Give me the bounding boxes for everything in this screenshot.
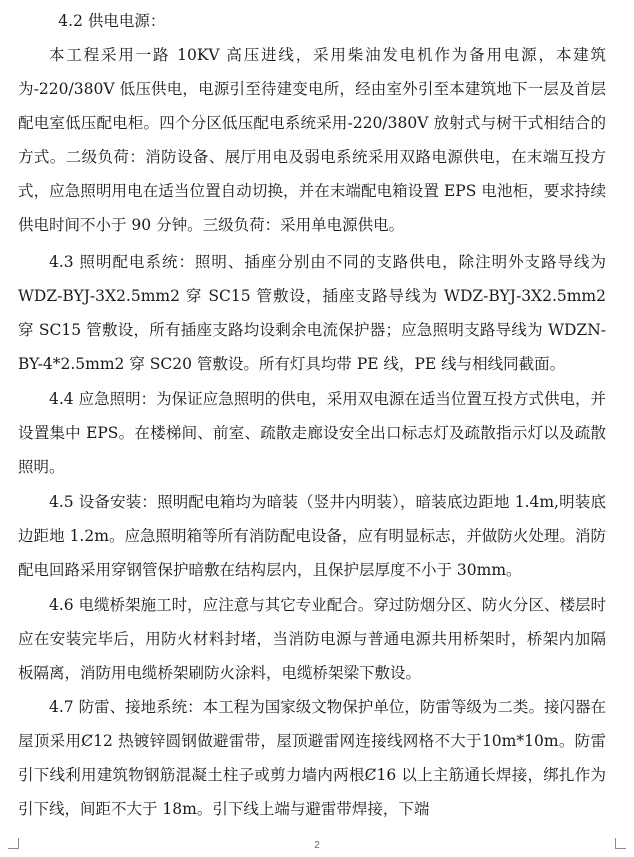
section-4-7-paragraph: 4.7 防雷、接地系统：本工程为国家级文物保护单位，防雷等级为二类。接闪器在屋顶采用Ȼ12 热镀锌圆钢做避雷带，屋顶避雷网连接线网格不大于10m*10m。防雷引下线利用建筑物钢筋混凝土柱子或剪力墙内两根Ȼ16 以上主筋通长焊接，绑扎作为引下线，间距不大于 18m。引下线上端与避雷带焊接，下端: [18, 698, 606, 818]
section-4-5-paragraph: 4.5 设备安装：照明配电箱均为暗装（竖井内明装），暗装底边距地 1.4m,明装底边距地 1.2m。应急照明箱等所有消防配电设备，应有明显标志，并做防火处理。消防配电回路采用穿钢管保护暗敷在结构层内，且保护层厚度不小于 30mm。: [18, 493, 606, 579]
section-4-2-body: 本工程采用一路 10KV 高压进线，采用柴油发电机作为备用电源，本建筑为-220/380V 低压供电，电源引至待建变电所，经由室外引至本建筑地下一层及首层配电室低压配电柜。四个分区低压配电系统采用-220/380V 放射式与树干式相结合的方式。二级负荷：消防设备、展厅用电及弱电系统采用双路电源供电，在末端互投方式，应急照明用电在适当位置自动切换，并在末端配电箱设置 EPS 电池柜，要求持续供电时间不小于 90 分钟。三级负荷：采用单电源供电。: [18, 46, 606, 234]
section-4-2-heading: 4.2 供电电源：: [58, 12, 166, 30]
section-4-3-paragraph: 4.3 照明配电系统：照明、插座分别由不同的支路供电，除注明外支路导线为 WDZ-BYJ-3X2.5mm2 穿 SC15 管敷设，插座支路导线为 WDZ-BYJ-3X2.5mm2 穿 SC15 管敷设，所有插座支路均设剩余电流保护器；应急照明支路导线为 WDZN-BY-4*2.5mm2 穿 SC20 管敷设。所有灯具均带 PE 线，PE 线与相线同截面。: [18, 253, 606, 373]
page-number: 2: [314, 840, 320, 851]
section-4-6-paragraph: 4.6 电缆桥架施工时，应注意与其它专业配合。穿过防烟分区、防火分区、楼层时应在安装完毕后，用防火材料封堵，当消防电源与普通电源共用桥架时，桥架内加隔板隔离，消防用电缆桥架刷防火涂料，电缆桥架梁下敷设。: [18, 596, 606, 682]
section-4-4-paragraph: 4.4 应急照明：为保证应急照明的供电，采用双电源在适当位置互投方式供电，并设置集中 EPS。在楼梯间、前室、疏散走廊设安全出口标志灯及疏散指示灯以及疏散照明。: [18, 390, 606, 476]
